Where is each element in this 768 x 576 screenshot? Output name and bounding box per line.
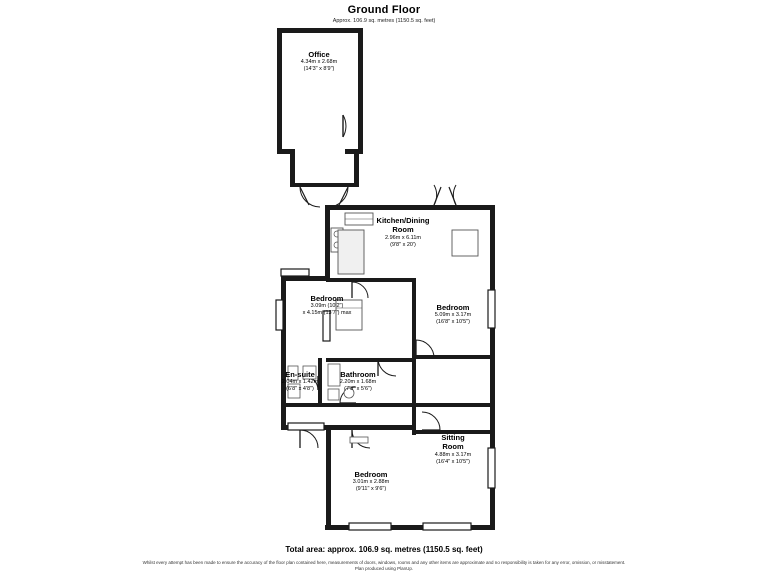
office-porch-left — [290, 149, 295, 187]
room-dim-ensuite-metric: 2.04m x 1.42m — [281, 379, 319, 386]
fixture-bathroom-bath — [328, 364, 340, 386]
fixture-ensuite-wc — [288, 384, 300, 398]
room-name-bedroom-1: Bedroom — [310, 294, 344, 303]
fixture-bed4-wardrobe — [350, 437, 368, 443]
main-wall-top — [325, 205, 495, 210]
fixture-dining-table — [338, 230, 364, 274]
int-wall-kitchen-bottom — [326, 278, 416, 282]
int-wall-bed2-left-lower — [412, 355, 416, 435]
int-wall-hall-lower — [412, 403, 494, 407]
window-bed4-bottom — [349, 523, 391, 530]
room-dim-bathroom-imperial: (7'3" x 5'6") — [344, 386, 372, 393]
left-wing-wall-top — [281, 276, 330, 281]
door-arc-hall — [300, 430, 318, 448]
room-name-kitchen: Kitchen/Dining — [376, 216, 430, 225]
office-wall-top — [277, 28, 363, 33]
room-dim-ensuite-imperial: (6'8" x 4'8") — [286, 386, 314, 393]
room-dim-office-imperial: (14'3" x 8'9") — [303, 66, 335, 73]
window-hall-bottom — [288, 423, 324, 430]
disclaimer-line-2: Plan produced using PlanUp. — [354, 566, 414, 572]
room-dim-bedroom-2-metric: 5.09m x 3.17m — [434, 312, 472, 319]
door-arc-kitchen-hall — [352, 282, 368, 298]
kitchen-door-leaf-left — [434, 187, 441, 205]
room-name-bedroom-4: Bedroom — [354, 470, 388, 479]
disclaimer-line-1: Whilst every attempt has been made to ensure the accuracy of the floor plan contained here, measurements of doors, windows, rooms and any other items are approximate and no responsibility is taken for any error, omission, or misstatement. — [142, 560, 626, 565]
room-name-bedroom-2: Bedroom — [436, 303, 470, 312]
fixture-bed-1 — [336, 300, 362, 330]
porch-door-arc-left — [300, 187, 320, 207]
room-dim-bathroom-metric: 2.20m x 1.68m — [339, 379, 377, 386]
room-dim-bedroom-4-metric: 3.01m x 2.88m — [352, 479, 390, 486]
room-dim-sitting-imperial: (16'4" x 10'5") — [436, 458, 470, 465]
fixture-ensuite-shower — [303, 366, 316, 379]
disclaimer-text — [0, 560, 768, 572]
window-bed1-left — [276, 300, 283, 330]
bed4-wall-left — [326, 430, 331, 530]
window-bed2-right — [488, 290, 495, 328]
int-wall-bed1-bottom — [326, 358, 416, 362]
room-dim-bedroom-2-imperial: (16'8" x 10'5") — [436, 319, 470, 326]
spacer2 — [368, 358, 372, 406]
room-name-office: Office — [308, 50, 330, 59]
room-dim-bedroom-4-imperial: (9'11" x 9'6") — [355, 486, 387, 493]
main-wall-kitchen-left — [325, 205, 330, 280]
page-title: Ground Floor — [347, 4, 421, 16]
window-bed1-right — [323, 311, 330, 341]
room-dim-kitchen-metric: 2.96m x 6.11m — [385, 234, 421, 241]
fixture-kitchen-island — [452, 230, 478, 256]
window-sitting-right — [488, 448, 495, 488]
room-name-kitchen-2: Room — [392, 225, 414, 235]
office-porch-right — [354, 149, 359, 187]
fixture-bathroom-wc — [328, 389, 339, 400]
room-dim-office-metric: 4.34m x 2.68m — [300, 59, 338, 66]
fixture-bathroom-basin — [344, 388, 354, 398]
kitchen-door-leaf-right — [449, 187, 456, 205]
room-dim-sitting-metric: 4.88m x 3.17m — [434, 451, 472, 458]
door-arc-sitting — [422, 412, 440, 430]
room-dim-bedroom-1-metric: 3.09m (10'2") — [310, 303, 344, 310]
spacer — [412, 205, 416, 279]
room-name-sitting: Sitting — [441, 433, 465, 442]
office-wall-left — [277, 28, 282, 153]
int-wall-bed2-bottom — [412, 355, 494, 359]
room-dim-kitchen-imperial: (9'8" x 20') — [390, 241, 416, 248]
room-name-sitting-2: Room — [442, 442, 464, 452]
porch-door-arc-right — [328, 187, 348, 207]
window-sitting-bottom — [423, 523, 471, 530]
room-name-bathroom: Bathroom — [340, 370, 376, 379]
room-name-ensuite: En-suite — [285, 370, 315, 379]
page-subtitle: Approx. 106.9 sq. metres (1150.5 sq. feet) — [332, 18, 436, 24]
windows-group — [276, 269, 495, 530]
porch-door-leaf-left — [300, 187, 309, 205]
office-wall-right — [358, 28, 363, 153]
room-dim-bedroom-1-imperial: x 4.15m (13'7") max — [302, 310, 352, 317]
porch-door-leaf-right — [339, 187, 348, 205]
office-porch-bottom — [290, 183, 359, 187]
window-bed1-top — [281, 269, 309, 276]
int-wall-bed4-top — [326, 425, 416, 430]
walls-group — [276, 28, 495, 530]
total-area-text: Total area: approx. 106.9 sq. metres (1150.5 sq. feet) — [285, 545, 483, 554]
fixture-ensuite-basin — [288, 366, 298, 380]
